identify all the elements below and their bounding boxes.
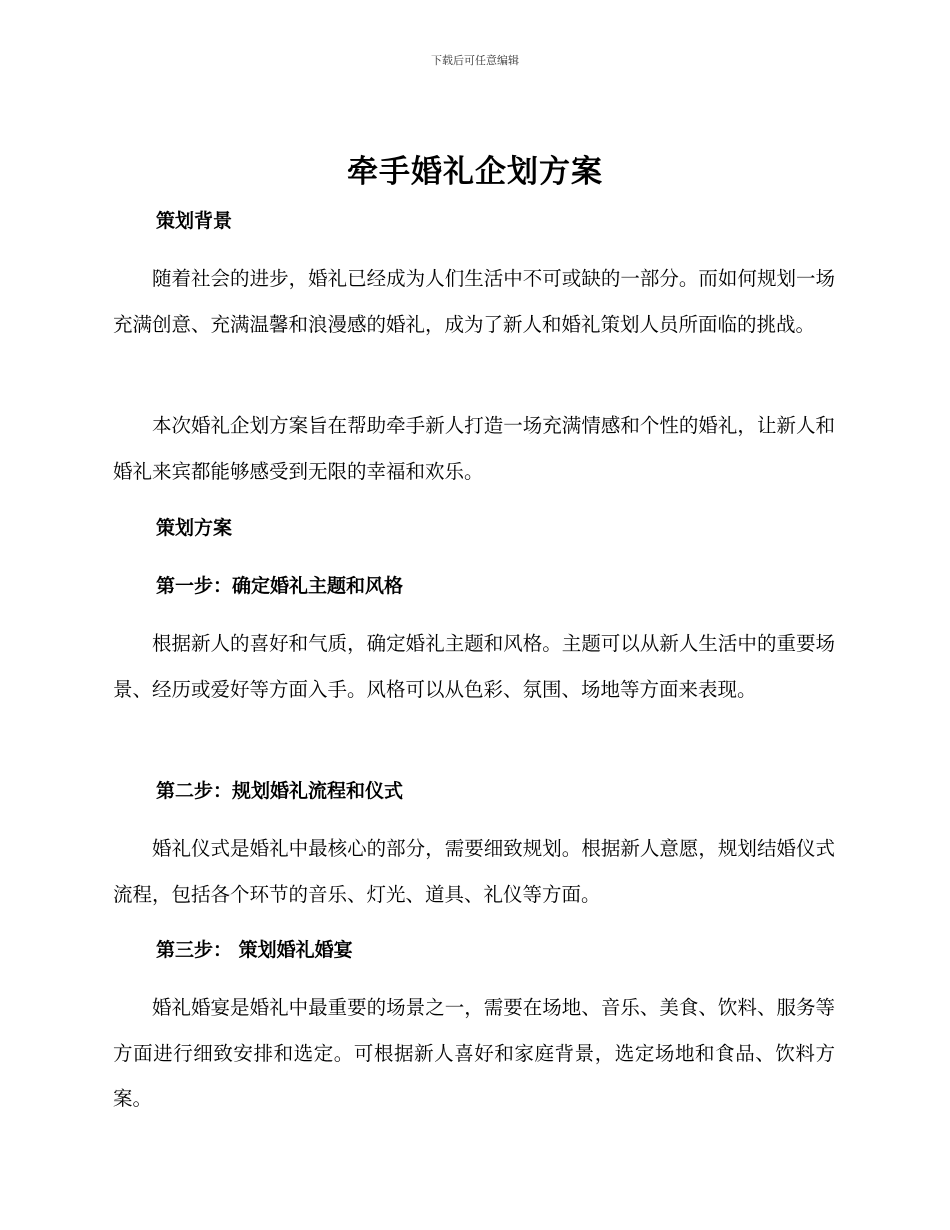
heading-step-1: 第一步：确定婚礼主题和风格 <box>156 575 404 597</box>
paragraph-step-3: 婚礼婚宴是婚礼中最重要的场景之一，需要在场地、音乐、美食、饮料、服务等方面进行细致安排和选定。可根据新人喜好和家庭背景，选定场地和食品、饮料方案。 <box>113 996 835 1110</box>
paragraph-step-1: 根据新人的喜好和气质，确定婚礼主题和风格。主题可以从新人生活中的重要场景、经历或爱好等方面入手。风格可以从色彩、氛围、场地等方面来表现。 <box>113 632 835 701</box>
header-note: 下载后可任意编辑 <box>431 54 519 67</box>
heading-step-2: 第二步：规划婚礼流程和仪式 <box>156 780 404 802</box>
heading-background: 策划背景 <box>156 210 233 232</box>
document-title: 牵手婚礼企划方案 <box>347 154 603 190</box>
paragraph-background-1: 随着社会的进步，婚礼已经成为人们生活中不可或缺的一部分。而如何规划一场充满创意、充满温馨和浪漫感的婚礼，成为了新人和婚礼策划人员所面临的挑战。 <box>113 267 835 336</box>
heading-plan: 策划方案 <box>156 517 233 539</box>
heading-step-3: 第三步： 策划婚礼婚宴 <box>156 939 353 961</box>
paragraph-background-2: 本次婚礼企划方案旨在帮助牵手新人打造一场充满情感和个性的婚礼，让新人和婚礼来宾都能够感受到无限的幸福和欢乐。 <box>113 414 835 483</box>
paragraph-step-2: 婚礼仪式是婚礼中最核心的部分，需要细致规划。根据新人意愿，规划结婚仪式流程，包括各个环节的音乐、灯光、道具、礼仪等方面。 <box>113 837 835 906</box>
